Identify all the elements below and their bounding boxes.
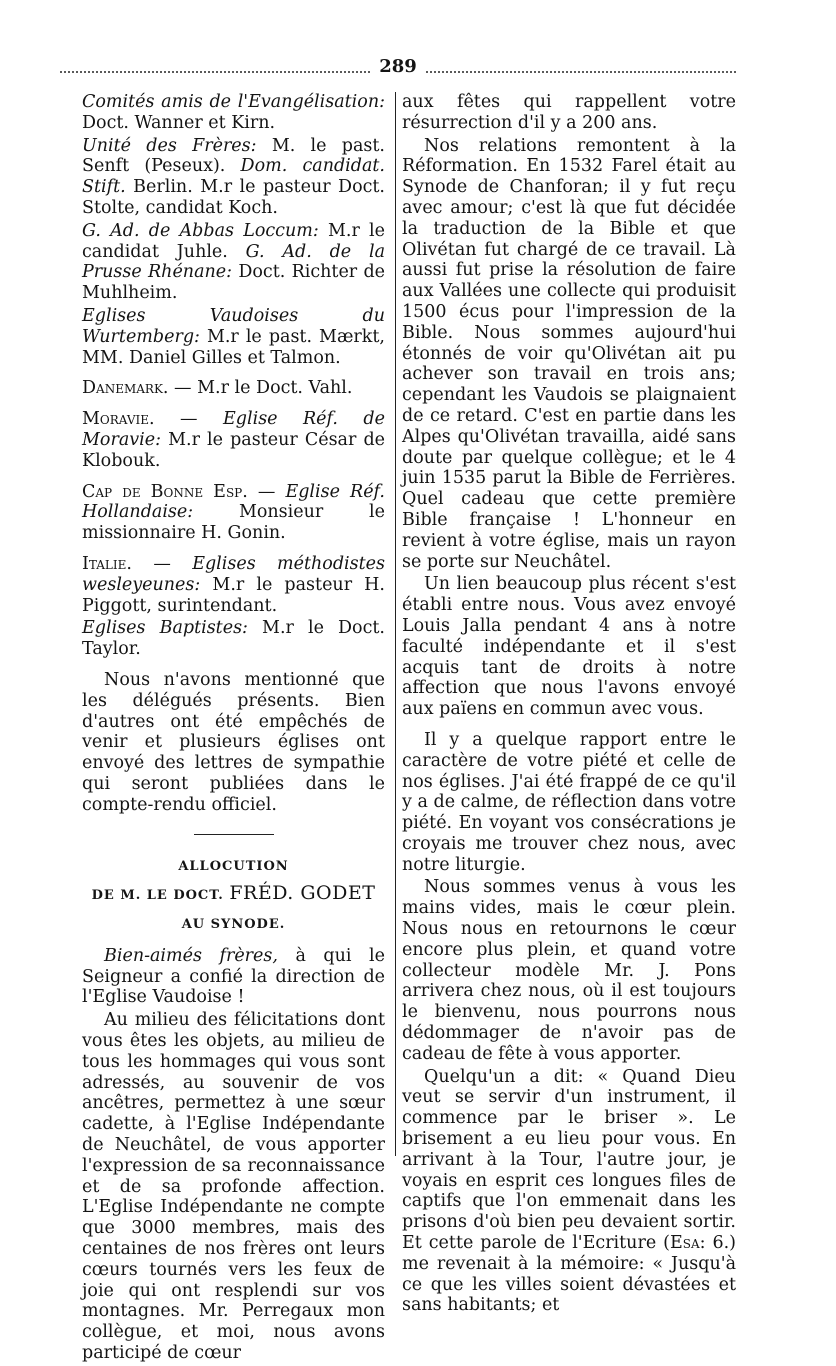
entry-unite-freres (82, 136, 385, 219)
paragraph-piete: Il y a quelque rapport entre le caractère de votre piété et celle de nos églises. J'ai été frappé de ce qu'il y a de calme, de réflection dans votre piété. En voyant vos consécrations je croyais me trouver chez nous, avec notre liturgie. (402, 729, 736, 875)
entry-danemark (82, 378, 385, 399)
entry-text: — (154, 409, 224, 430)
entry-text: M.r le Doct. Taylor. (82, 618, 385, 660)
entry-text: M.r le candidat Juhle. (82, 220, 385, 262)
paragraph-lien: Un lien beaucoup plus récent s'est établi entre nous. Vous avez envoyé Louis Jalla pendant 4 ans à notre faculté indépendante et il s'est acquis tant de droits à notre affection que nous l'avons envoyé aux païens en commun avec vous. (402, 574, 736, 720)
page-header (60, 56, 736, 80)
paragraph-quelquun (402, 1067, 736, 1317)
paragraph-felicitations: Au milieu des félicitations dont vous êtes les objets, au milieu de tous les hommages qui vous sont adressés, au souvenir de vos ancêtres, permettez à une sœur cadette, à l'Eglise Indépendante de Neuchâtel, de vous apporter l'expression de sa reconnaissance et de sa profonde affection. L'Eglise Indépendante ne compte que 3000 membres, mais des centaines de nos frères ont leurs cœurs tournés vers les feux de joie qui ont resplendi sur vos montagnes. Mr. Perregaux mon collègue, et moi, nous avons participé de cœur (82, 1010, 385, 1364)
entry-baptistes (82, 618, 385, 660)
entry-text: M.r le pasteur H. Piggott, surintendant. (82, 574, 385, 616)
entry-label: Eglises Vaudoises du Wurtemberg: (82, 305, 385, 347)
entry-label: G. Ad. de la Prusse Rhénane: (82, 241, 386, 283)
entry-text: — (131, 553, 193, 574)
right-column (402, 92, 736, 1318)
greeting-italic: Bien-aimés frères, (104, 945, 278, 966)
heading-author-name: FRÉD. GODET (229, 882, 376, 905)
heading-author (82, 883, 385, 907)
header-dotted-rule-right (426, 71, 736, 73)
address-greeting (82, 946, 385, 1008)
entry-italie (82, 554, 385, 616)
entry-comites (82, 92, 385, 134)
greeting-text: à qui le Seigneur a confié la direction de l'Eglise Vaudoise ! (82, 945, 385, 1008)
heading-allocution: ALLOCUTION (178, 858, 289, 874)
entry-text: M.r le pasteur César de Klobouk. (82, 429, 385, 471)
paragraph-reformation: Nos relations remontent à la Réformation. En 1532 Farel était au Synode de Chanforan; il y fut reçu avec amour; c'est là que fut décidée la traduction de la Bible et que Olivétan fut chargé de ce travail. Là aussi fut prise la résolution de faire aux Vallées une collecte qui produisit 1500 écus pour l'impression de la Bible. Nous sommes aujourd'hui étonnés de voir qu'Olivétan ait pu achever son travail en trois ans; cependant les Vaudois se plaignaient de ce retard. C'est en partie dans les Alpes qu'Olivétan travailla, aidé sans doute par quelque collègue; et le 4 juin 1535 parut la Bible de Ferrières. Quel cadeau que cette première Bible française ! L'honneur en revient à votre église, mais un rayon se porte sur Neuchâtel. (402, 135, 736, 572)
paragraph-continuation: aux fêtes qui rappellent votre résurrection d'il y a 200 ans. (402, 92, 736, 133)
entry-text: Doct. Wanner et Kirn. (82, 112, 276, 133)
entry-text: Monsieur le missionnaire H. Gonin. (82, 502, 385, 544)
closing-note: Nous n'avons mentionné que les délégués présents. Bien d'autres ont été empêchés de venir et plusieurs églises ont envoyé des lettres de sympathie qui seront publiées dans le compte-rendu officiel. (82, 669, 385, 815)
country-label: Danemark. (82, 378, 169, 399)
scripture-ref: Esa (669, 1233, 700, 1254)
entry-label: Unité des Frères: (82, 135, 257, 156)
entry-label: Eglises Baptistes: (82, 618, 248, 639)
entry-cap-bonne-esp (82, 482, 385, 544)
entry-abbas-loccum (82, 221, 385, 304)
page-number: 289 (379, 56, 417, 77)
paragraph-mains-vides: Nous sommes venus à vous les mains vides, mais le cœur plein. Nous nous en retournons le cœur encore plus plein, et quand votre collecteur modèle Mr. J. Pons arrivera chez nous, où il est toujours le bienvenu, nous pourrons nous dédommager de n'avoir pas de cadeau de fête à vous apporter. (402, 877, 736, 1064)
section-separator (194, 834, 274, 835)
paragraph-text: : 6.) me revenait à la mémoire: « Jusqu'à ce que les villes soient dévastées et sans habitants; et (402, 1233, 736, 1316)
entry-moravie (82, 409, 385, 471)
entry-label: G. Ad. de Abbas Loccum: (82, 220, 319, 241)
header-dotted-rule-left (60, 71, 370, 73)
country-label: Cap de Bonne Esp. (82, 481, 248, 502)
heading-synode: AU SYNODE. (181, 917, 286, 933)
entry-label: Dom. candidat. Stift. (82, 156, 385, 198)
country-label: Moravie. (82, 409, 155, 430)
entry-label: Eglise Réf. de Moravie: (82, 409, 385, 450)
entry-text: M.r le past. Mærkt, MM. Daniel Gilles et Talmon. (82, 326, 385, 368)
country-label: Italie. (82, 553, 132, 574)
left-column (82, 92, 385, 1366)
entry-text: Doct. Richter de Muhlheim. (82, 262, 386, 304)
entry-label: Eglises méthodistes wesleyeunes: (82, 553, 385, 595)
heading-author-prefix: DE M. LE DOCT. (91, 888, 224, 904)
entry-label: Comités amis de l'Evangélisation: (82, 92, 385, 112)
paragraph-text: Quelqu'un a dit: « Quand Dieu veut se servir d'un instrument, il commence par le briser ». Le brisement a eu lieu pour vous. En arrivant à la Tour, l'autre jour, je voyais en esprit ces longues files de captifs que l'on emmenait dans les prisons d'où bien peu devaient sortir. Et cette parole de l'Ecriture ( (402, 1066, 736, 1254)
entry-wurtemberg (82, 306, 385, 368)
entry-text: M. le past. Senft (Peseux). (82, 135, 385, 177)
entry-text: — M.r le Doct. Vahl. (168, 378, 353, 399)
entry-label: Eglise Réf. Hollandaise: (82, 481, 385, 523)
entry-text: — (247, 481, 286, 502)
column-divider (395, 92, 396, 1156)
entry-text: Berlin. M.r le pasteur Doct. Stolte, candidat Koch. (82, 177, 385, 218)
